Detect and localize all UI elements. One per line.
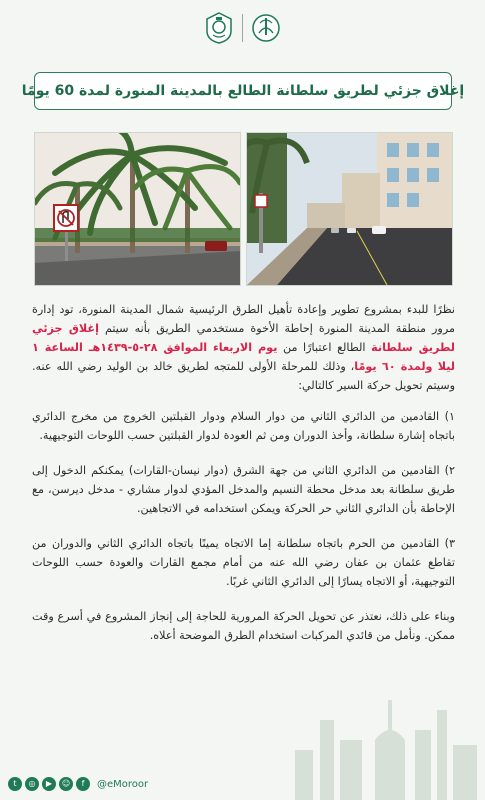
instagram-icon[interactable]: ◎	[25, 777, 39, 791]
intro-paragraph	[32, 300, 455, 395]
twitter-icon[interactable]: t	[8, 777, 22, 791]
intro-highlight-closure: إغلاق جزئي لطريق سلطانة	[32, 322, 456, 354]
intro-highlight-date: يوم الاربعاء الموافق ٢٨-٥-١٤٣٩هـ الساعة ١ ليلا ولمدة ٦٠ يومًا	[32, 341, 455, 373]
announcement-title-box	[21, 72, 465, 110]
detour-item-2: ٢) القادمين من الدائري الثاني من جهة الشرق (دوار نيسان-القارات) يمكنكم الدخول إلى طريق سلطانة بعد مدخل محطة النسيم والمدخل المؤدي لدوار مشاري - مدخل ديرسن، مع الإحاطة بأن الدائري الثاني حر الحركة ويمكن استخدامه في الاتجاهين.	[32, 464, 455, 515]
detour-item-3: ٣) القادمين من الحرم باتجاه سلطانة إما الاتجاه يمينًا باتجاه الدائري الثاني والدوران من تقاطع عثمان بن عفان رضي الله عنه من أمام مجمع القارات والعودة حسب اللوحات التوجيهية، أو الاتجاه يسارًا إلى الدائري الثاني غربًا.	[32, 537, 455, 588]
closing-paragraph: وبناء على ذلك، نعتذر عن تحويل الحركة المرورية للحاجة إلى إنجاز المشروع في أسرع وقت ممكن. ونأمل من قائدي المركبات استخدام الطرق الموضحة أعلاه.	[32, 610, 455, 642]
photo-street-view	[246, 132, 453, 286]
photo-palm-street	[34, 132, 241, 286]
traffic-department-logo	[204, 11, 234, 45]
header-logos	[0, 6, 485, 50]
youtube-icon[interactable]: ▶	[42, 777, 56, 791]
ministry-emblem-logo	[251, 11, 281, 45]
intro-text-3: ، وذلك للمرحلة الأولى للمتجه لطريق خالد بن الوليد رضي الله عنه. وسيتم تحويل حركة السير كالتالي:	[32, 360, 455, 392]
detour-item-1: ١) القادمين من الدائري الثاني من دوار السلام ودوار القبلتين الخروج من مخرج الدائري باتجاه إشارة سلطانة، وأخذ الدوران ومن ثم العودة لدوار القبلتين حسب اللوحات التوجيهية.	[32, 410, 455, 442]
intro-text: نظرًا للبدء بمشروع تطوير وإعادة تأهيل الطرق الرئيسية شمال المدينة المنورة، تود إدارة مرور منطقة المدينة المنورة إحاطة الأخوة مستخدمي الطريق بأنه سيتم	[32, 303, 455, 335]
announcement-title: إغلاق جزئي لطريق سلطانة الطالع بالمدينة المنورة لمدة 60 يومًا	[21, 83, 465, 99]
intro-text-2: الطالع اعتبارًا من	[277, 341, 372, 354]
social-footer	[0, 768, 485, 800]
social-handle[interactable]: @eMoroor	[97, 778, 149, 790]
facebook-icon[interactable]: f	[76, 777, 90, 791]
announcement-body	[32, 300, 455, 661]
snapchat-icon[interactable]: ☺	[59, 777, 73, 791]
logo-separator	[242, 14, 243, 42]
